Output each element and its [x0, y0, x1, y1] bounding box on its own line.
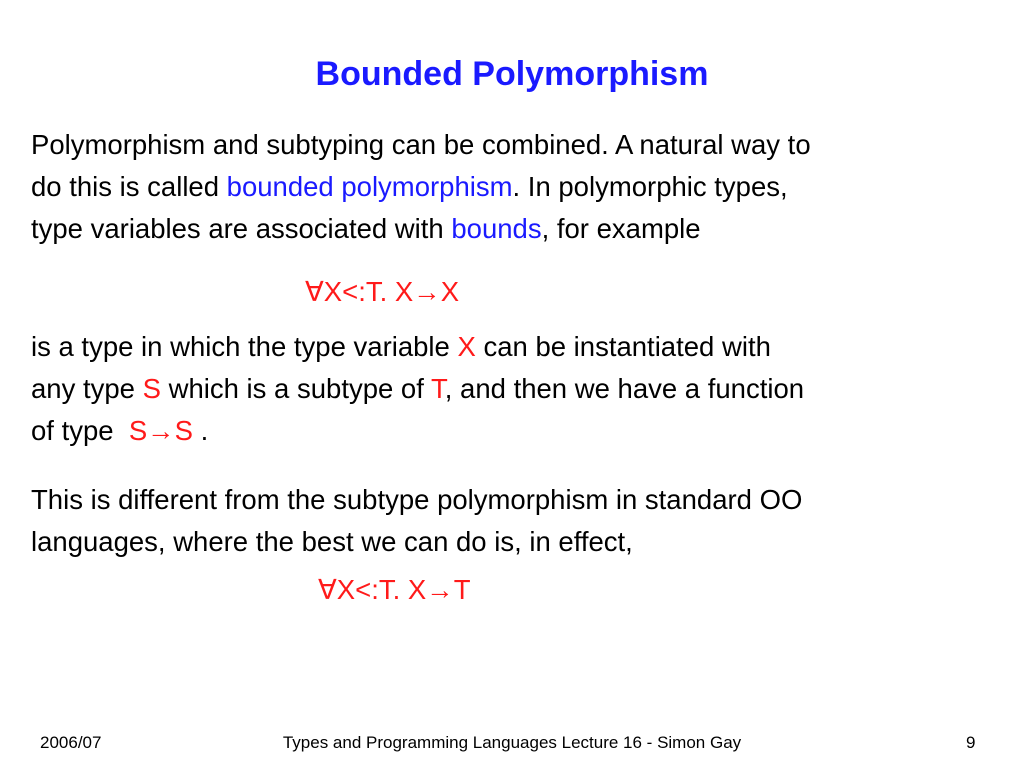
slide-title: Bounded Polymorphism: [315, 55, 709, 93]
text-span: is a type in which the type variable: [31, 331, 458, 362]
text-span: which is a subtype of: [160, 373, 432, 404]
term-bounds: bounds: [451, 213, 542, 244]
formula-oo-type: ∀X<:T. X→T: [318, 574, 471, 605]
text-span: This is different from the subtype polymorphism in standard OO: [31, 484, 803, 515]
paragraph-explanation: [31, 326, 1006, 452]
footer-page-number: 9: [966, 733, 976, 752]
term-bounded-polymorphism: bounded polymorphism: [226, 171, 513, 202]
text-line: [31, 479, 1006, 521]
text-span: can be instantiated with: [475, 331, 771, 362]
text-span: type variables are associated with: [31, 213, 452, 244]
text-line: [31, 368, 1006, 410]
text-span: languages, where the best we can do is, in effect,: [31, 526, 633, 557]
footer-date: 2006/07: [40, 733, 102, 752]
text-span: .: [193, 415, 209, 446]
text-span: Polymorphism and subtyping can be combined. A natural way to: [31, 129, 811, 160]
text-span: any type: [31, 373, 143, 404]
footer-course: Types and Programming Languages Lecture 16 - Simon Gay: [282, 733, 742, 752]
var-s: S: [142, 373, 161, 404]
formula-bounded-type: ∀X<:T. X→X: [305, 276, 460, 307]
text-span: do this is called: [31, 171, 227, 202]
text-line: [31, 326, 1006, 368]
text-span: . In polymorphic types,: [512, 171, 788, 202]
text-span: , for example: [541, 213, 701, 244]
text-span: of type: [31, 415, 129, 446]
text-line: [31, 410, 1006, 452]
type-s-to-s: S→S: [128, 415, 194, 446]
text-span: , and then we have a function: [444, 373, 805, 404]
var-t: T: [431, 373, 445, 404]
text-line: [31, 521, 1006, 563]
text-line: [31, 208, 1006, 250]
paragraph-intro: [31, 124, 1006, 250]
paragraph-comparison: [31, 479, 1006, 563]
text-line: [31, 124, 1006, 166]
var-x: X: [457, 331, 476, 362]
text-line: [31, 166, 1006, 208]
